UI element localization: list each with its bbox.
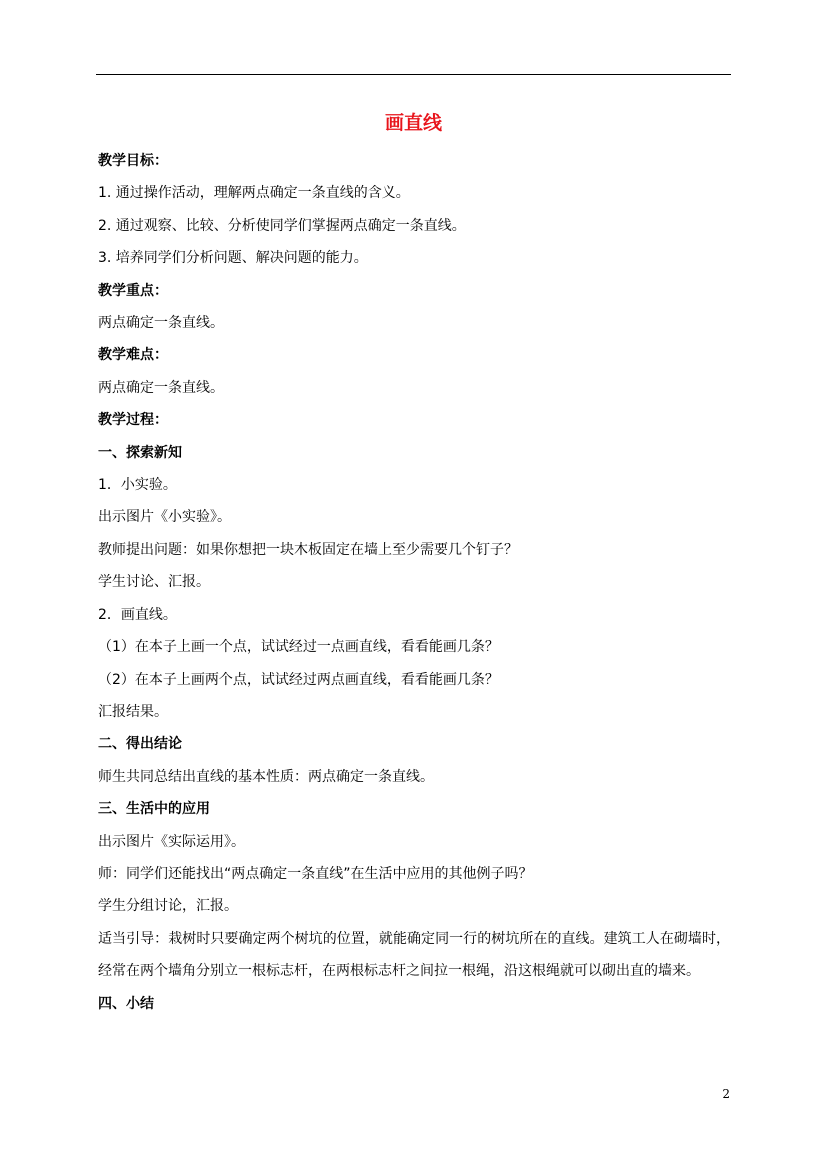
paragraph: 学生讨论、汇报。	[98, 574, 210, 591]
key-point-text: 两点确定一条直线。	[98, 315, 224, 332]
paragraph: 学生分组讨论，汇报。	[98, 898, 238, 915]
process-heading: 教学过程：	[98, 412, 168, 429]
section-heading-application: 三、生活中的应用	[98, 801, 210, 818]
objectives-heading: 教学目标：	[98, 153, 168, 169]
paragraph: 汇报结果。	[98, 703, 168, 720]
paragraph: 适当引导：栽树时只要确定两个树坑的位置，就能确定同一行的树坑所在的直线。建筑工人在砌墙时，经常在两个墙角分别立一根标志杆，在两根标志杆之间拉一根绳，沿这根绳就可以砌出直的墙来。	[98, 930, 730, 980]
key-point-heading: 教学重点：	[98, 282, 168, 299]
page-number: 2	[722, 1087, 730, 1101]
header-rule	[96, 74, 731, 75]
objective-item: 1. 通过操作活动，理解两点确定一条直线的含义。	[98, 185, 410, 202]
difficulty-heading: 教学难点：	[98, 347, 168, 364]
difficulty-text: 两点确定一条直线。	[98, 379, 224, 396]
section-heading-explore: 一、探索新知	[98, 444, 182, 461]
objective-item: 2. 通过观察、比较、分析使同学们掌握两点确定一条直线。	[98, 217, 466, 234]
paragraph: 1．小实验。	[98, 477, 177, 494]
paragraph: 2．画直线。	[98, 606, 177, 623]
section-heading-summary: 四、小结	[98, 995, 154, 1012]
document-body	[98, 145, 730, 1020]
paragraph: 教师提出问题：如果你想把一块木板固定在墙上至少需要几个钉子？	[98, 541, 518, 558]
objective-item: 3. 培养同学们分析问题、解决问题的能力。	[98, 250, 368, 267]
paragraph: 师：同学们还能找出“两点确定一条直线”在生活中应用的其他例子吗？	[98, 865, 533, 882]
section-heading-conclusion: 二、得出结论	[98, 736, 182, 753]
paragraph: （1）在本子上画一个点，试试经过一点画直线，看看能画几条？	[98, 639, 499, 656]
document-title: 画直线	[384, 112, 442, 134]
paragraph: 师生共同总结出直线的基本性质：两点确定一条直线。	[98, 768, 434, 785]
paragraph: （2）在本子上画两个点，试试经过两点画直线，看看能画几条？	[98, 671, 499, 688]
paragraph: 出示图片《实际运用》。	[98, 833, 245, 850]
paragraph: 出示图片《小实验》。	[98, 509, 231, 526]
